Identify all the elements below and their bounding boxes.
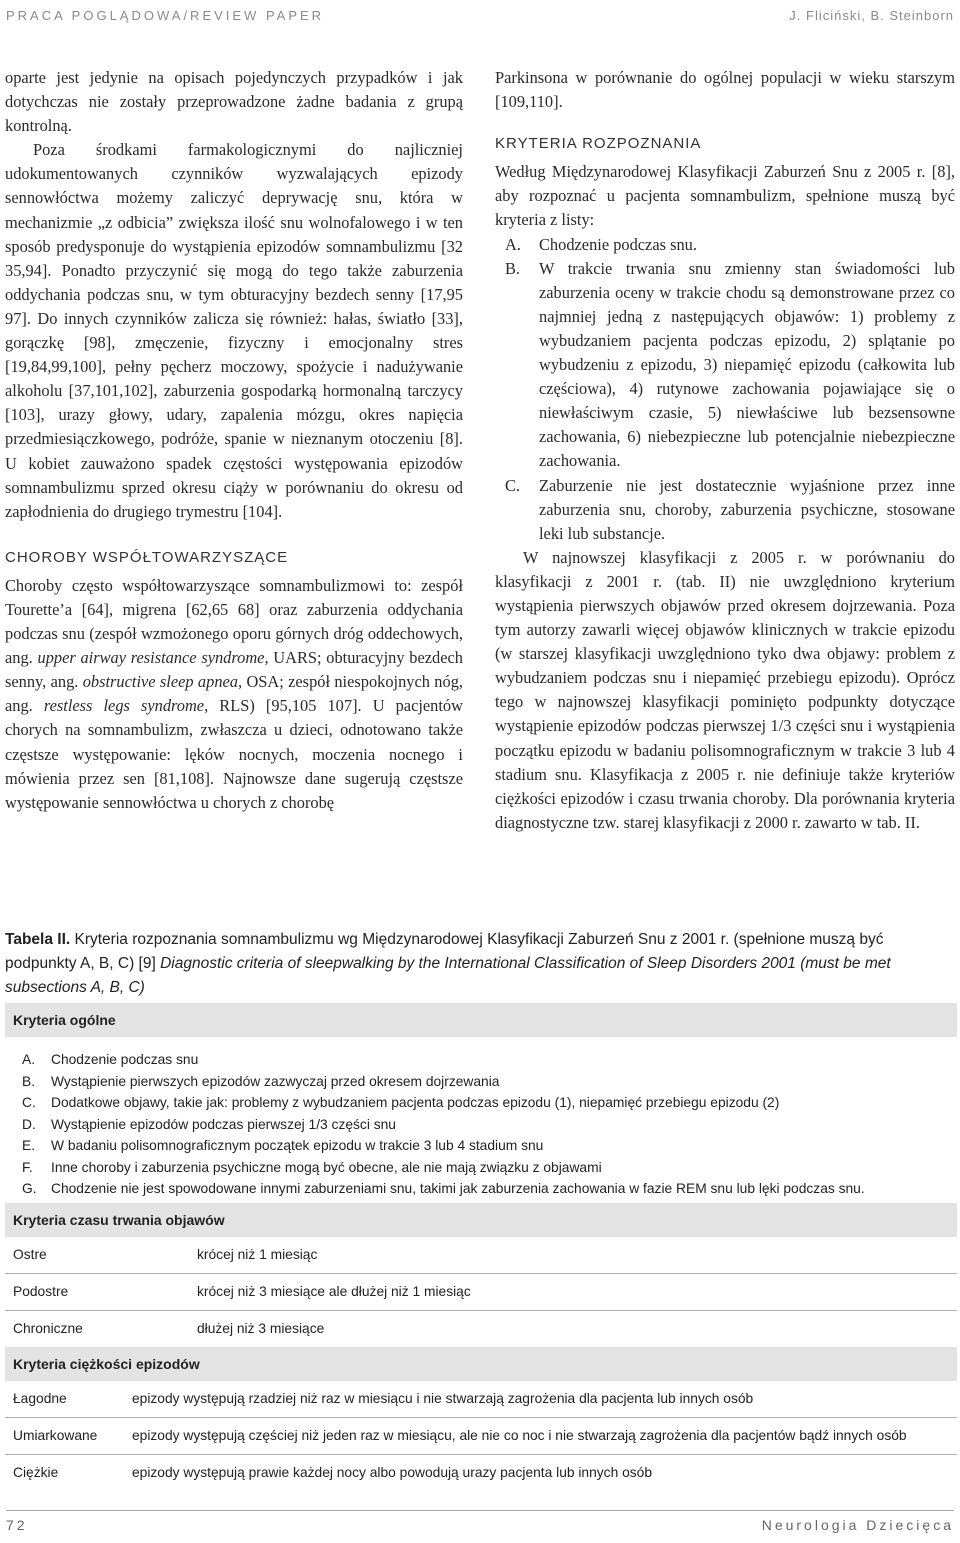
table-section-header: Kryteria ogólne <box>5 1003 957 1037</box>
page-number: 72 <box>6 1517 28 1533</box>
criteria-list <box>495 233 955 546</box>
table-row: C. Dodatkowe objawy, takie jak: problemy z wybudzaniem pacjenta podczas epizodu (1), niepamięć przebiegu epizodu (2) <box>22 1095 780 1110</box>
table-row: Umiarkowane epizody występują częściej niż jeden raz w miesiącu, ale nie co noc i nie stwarzają zagrożenia dla pacjentów bądź innych osób <box>5 1418 957 1455</box>
table-severity-criteria <box>5 1347 957 1491</box>
table-row: Ciężkie epizody występują prawie każdej nocy albo powodują urazy pacjenta lub innych osób <box>13 1465 653 1480</box>
general-criteria-list <box>5 1037 957 1200</box>
table-row: G. Chodzenie nie jest spowodowane innymi zaburzeniami snu, takimi jak zaburzenia zachowania w fazie REM snu lub lęki podczas snu. <box>22 1181 865 1196</box>
paragraph: Według Międzynarodowej Klasyfikacji Zaburzeń Snu z 2005 r. [8], aby rozpoznać u pacjenta somnambulizm, spełnione muszą być kryteria z listy: <box>495 162 955 230</box>
page-footer <box>6 1510 954 1535</box>
table-section-header: Kryteria czasu trwania objawów <box>5 1203 957 1237</box>
table-section-header: Kryteria ciężkości epizodów <box>5 1347 957 1381</box>
running-header <box>6 8 954 28</box>
table-row: Łagodne epizody występują rzadziej niż raz w miesiącu i nie stwarzają zagrożenia dla pacjenta lub innych osób <box>5 1381 957 1418</box>
paragraph: oparte jest jedynie na opisach pojedynczych przypadków i jak dotychczas nie zostały przeprowadzone żadne badania z grupą kontrolną. <box>5 68 463 136</box>
section-heading-comorbidities: CHOROBY WSPÓŁTOWARZYSZĄCE <box>5 548 289 566</box>
table-row: A. Chodzenie podczas snu <box>22 1052 199 1067</box>
paragraph: Parkinsona w porównanie do ogólnej populacji w wieku starszym [109,110]. <box>495 68 955 112</box>
table-row: Ostre krócej niż 1 miesiąc <box>5 1237 957 1274</box>
section-label: PRACA POGLĄDOWA/REVIEW PAPER <box>6 8 325 23</box>
paragraph-comorbidities: Choroby często współtowarzyszące somnambulizmowi to: zespół Tourette’a [64], migrena [62,65 68] oraz zaburzenia oddychania podczas snu (zespół wzmożonego oporu górnych dróg oddechowych, ang. upper airway resistance syndrome, UARS; obturacyjny bezdech senny, ang. obstructive sleep apnea, OSA; zespół niespokojnych nóg, ang. restless legs syndrome, RLS) [95,105 107]. U pacjentów chorych na somnambulizm, zwłaszcza u dzieci, odnotowano także częstsze występowanie: lęków nocnych, moczenia nocnego i mówienia przez sen [81,108]. Najnowsze dane sugerują częstsze występowanie sennowłóctwa u chorych z chorobę <box>5 575 463 812</box>
table-caption: Tabela II. Kryteria rozpoznania somnambulizmu wg Międzynarodowej Klasyfikacji Zaburzeń Snu z 2001 r. (spełnione muszą być podpunkty A, B, C) [9] Diagnostic criteria of sleepwalking by the International Classification of Sleep Disorders 2001 (must be met subsections A, B, C) <box>5 931 891 996</box>
table-row: E. W badaniu polisomnograficznym początek epizodu w trakcie 3 lub 4 stadium snu <box>22 1138 544 1153</box>
table-general-criteria <box>5 1003 957 1200</box>
table-row: F. Inne choroby i zaburzenia psychiczne mogą być obecne, ale nie mają związku z objawami <box>22 1159 602 1175</box>
section-heading-criteria: KRYTERIA ROZPOZNANIA <box>495 135 702 153</box>
criteria-item: B. W trakcie trwania snu zmienny stan świadomości lub zaburzenia oceny w trakcie chodu są demonstrowane przez co najmniej jedną z następujących objawów: 1) problemy z wybudzaniem pacjenta podczas epizodu, 2) splątanie po wybudzeniu z epizodu, 3) niepamięć epizodu (całkowita lub częściowa), 4) rutynowe zachowania pojawiające się o niewłaściwym czasie, 5) niewłaściwe lub bezsensowne zachowania, 6) niebezpieczne lub potencjalnie niebezpieczne zachowania. <box>505 258 955 471</box>
table-duration-criteria <box>5 1203 957 1347</box>
paragraph: W najnowszej klasyfikacji z 2005 r. w porównaniu do klasyfikacji z 2001 r. (tab. II) nie uwzględniono kryterium wystąpienia pierwszych objawów przed okresem dojrzewania. Poza tym autorzy zawarli więcej objawów klinicznych w trakcie epizodu (w starszej klasyfikacji uwzględniono tyko dwa objawy: problem z wybudzaniem podczas snu i niepamięć przebiegu epizodu). Oprócz tego w najnowszej klasyfikacji pominięto podpunkty dotyczące wystąpienie epizodów podczas pierwszej 1/3 części snu i wystąpienia początku epizodu w badaniu polisomnograficznym w trakcie 3 lub 4 stadium snu. Klasyfikacja z 2005 r. nie definiuje także kryteriów ciężkości epizodów i czasu trwania choroby. Dla porównania kryteria diagnostyczne tzw. starej klasyfikacji z 2000 r. zawarto w tab. II. <box>495 547 955 832</box>
left-column <box>5 66 463 815</box>
table-row: Chroniczne dłużej niż 3 miesiące <box>13 1321 325 1336</box>
criteria-item: A. Chodzenie podczas snu. <box>505 234 697 254</box>
authors-label: J. Fliciński, B. Steinborn <box>789 8 954 23</box>
criteria-item: C. Zaburzenie nie jest dostatecznie wyjaśnione przez inne zaburzenia snu, choroby, zaburzenia psychiczne, stosowane leki lub substancje. <box>505 475 955 543</box>
table-row: B. Wystąpienie pierwszych epizodów zazwyczaj przed okresem dojrzewania <box>22 1073 500 1089</box>
right-column <box>495 66 955 835</box>
paragraph: Poza środkami farmakologicznymi do najliczniej udokumentowanych czynników wyzwalających epizody sennowłóctwa możemy zaliczyć deprywację snu, która w mechanizmie „z odbicia” zwiększa ilość snu wolnofalowego i w ten sposób predysponuje do wystąpienia epizodów somnambulizmu [32 35,94]. Ponadto przyczynić się mogą do tego także zaburzenia oddychania podczas snu, w tym obturacyjny bezdech senny [17,95 97]. Do innych czynników zalicza się również: hałas, światło [33], gorączkę [98], zmęczenie, fizyczny i emocjonalny stres [19,84,99,100], pełny pęcherz moczowy, spożycie i nadużywanie alkoholu [37,101,102], zaburzenia gospodarką hormonalną tarczycy [103], urazy głowy, udary, zapalenia mózgu, okres napięcia przedmiesiączkowego, podróże, spanie w nieznanym otoczeniu [8]. U kobiet zauważono spadek częstości występowania epizodów somnambulizmu sprzed okresu ciąży w porównaniu do okresu od zapłodnienia do drugiego trymestru [104]. <box>5 140 463 521</box>
table-row: D. Wystąpienie epizodów podczas pierwszej 1/3 części snu <box>22 1116 396 1132</box>
journal-name: Neurologia Dziecięca <box>761 1517 954 1533</box>
table-row: Podostre krócej niż 3 miesiące ale dłużej niż 1 miesiąc <box>5 1274 957 1311</box>
